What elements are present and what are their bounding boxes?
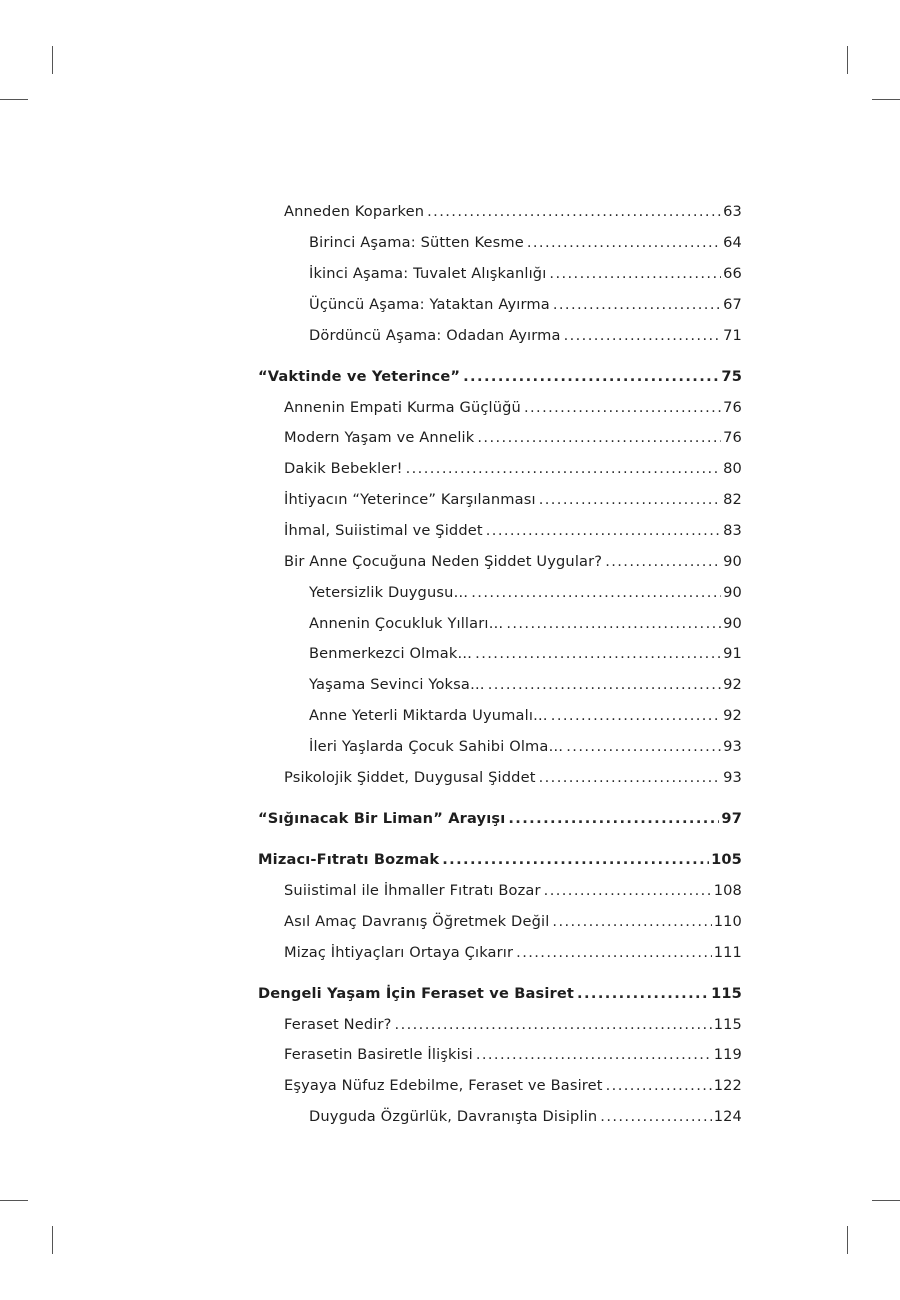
toc-entry-title: Modern Yaşam ve Annelik bbox=[284, 429, 475, 446]
toc-entry-title: Yetersizlik Duygusu… bbox=[309, 584, 469, 601]
toc-dot-leader bbox=[427, 202, 721, 222]
toc-entry-title: Dengeli Yaşam İçin Feraset ve Basiret bbox=[258, 985, 575, 1002]
toc-entry-title: Mizacı-Fıtratı Bozmak bbox=[258, 851, 440, 868]
crop-mark-bottom-left-vertical bbox=[52, 1226, 53, 1254]
toc-entry-title: Üçüncü Aşama: Yataktan Ayırma bbox=[309, 296, 550, 313]
toc-dot-leader bbox=[600, 1107, 711, 1127]
toc-dot-leader bbox=[566, 737, 721, 757]
crop-mark-bottom-right-horizontal bbox=[872, 1200, 900, 1201]
toc-entry bbox=[309, 675, 742, 695]
toc-chapter-entry bbox=[258, 850, 742, 870]
toc-entry bbox=[284, 428, 742, 448]
toc-entry bbox=[309, 706, 742, 726]
toc-entry-page-number: 110 bbox=[713, 913, 742, 930]
toc-dot-leader bbox=[475, 644, 721, 664]
toc-dot-leader bbox=[471, 583, 721, 603]
toc-entry-page-number: 75 bbox=[721, 368, 742, 385]
toc-entry-page-number: 108 bbox=[713, 882, 742, 899]
toc-entry-title: Dakik Bebekler! bbox=[284, 460, 403, 477]
toc-entry-page-number: 66 bbox=[723, 265, 742, 282]
toc-entry-title: Duyguda Özgürlük, Davranışta Disiplin bbox=[309, 1108, 598, 1125]
toc-entry-title: Annenin Çocukluk Yılları… bbox=[309, 615, 504, 632]
toc-entry-title: Anneden Koparken bbox=[284, 203, 425, 220]
toc-dot-leader bbox=[508, 809, 719, 829]
toc-entry-title: İhmal, Suiistimal ve Şiddet bbox=[284, 522, 483, 539]
toc-entry bbox=[284, 521, 742, 541]
toc-dot-leader bbox=[506, 614, 721, 634]
toc-dot-leader bbox=[442, 850, 709, 870]
toc-entry bbox=[284, 459, 742, 479]
toc-entry bbox=[284, 398, 742, 418]
toc-entry-page-number: 93 bbox=[723, 769, 742, 786]
toc-dot-leader bbox=[488, 675, 721, 695]
toc-entry-title: Birinci Aşama: Sütten Kesme bbox=[309, 234, 524, 251]
toc-entry bbox=[284, 943, 742, 963]
toc-dot-leader bbox=[539, 768, 722, 788]
toc-entry bbox=[309, 326, 742, 346]
toc-entry-page-number: 111 bbox=[713, 944, 742, 961]
toc-dot-leader bbox=[527, 233, 721, 253]
toc-entry bbox=[309, 583, 742, 603]
toc-entry-page-number: 63 bbox=[723, 203, 742, 220]
toc-entry-title: Feraset Nedir? bbox=[284, 1016, 392, 1033]
toc-dot-leader bbox=[564, 326, 722, 346]
toc-entry bbox=[309, 233, 742, 253]
toc-entry-page-number: 71 bbox=[723, 327, 742, 344]
crop-mark-top-left-vertical bbox=[52, 46, 53, 74]
toc-dot-leader bbox=[539, 490, 721, 510]
toc-entry-title: Eşyaya Nüfuz Edebilme, Feraset ve Basiret bbox=[284, 1077, 603, 1094]
toc-dot-leader bbox=[524, 398, 721, 418]
toc-dot-leader bbox=[605, 552, 721, 572]
toc-entry-page-number: 124 bbox=[713, 1108, 742, 1125]
toc-chapter-entry bbox=[258, 809, 742, 829]
toc-entry-page-number: 80 bbox=[723, 460, 742, 477]
toc-entry-title: İleri Yaşlarda Çocuk Sahibi Olma… bbox=[309, 738, 564, 755]
toc-entry bbox=[309, 644, 742, 664]
toc-entry-page-number: 119 bbox=[713, 1046, 742, 1063]
toc-entry-title: Benmerkezci Olmak… bbox=[309, 645, 473, 662]
crop-mark-top-right-vertical bbox=[847, 46, 848, 74]
toc-entry-page-number: 122 bbox=[713, 1077, 742, 1094]
toc-entry-title: Ferasetin Basiretle İlişkisi bbox=[284, 1046, 473, 1063]
crop-mark-bottom-right-vertical bbox=[847, 1226, 848, 1254]
toc-entry-page-number: 90 bbox=[723, 584, 742, 601]
toc-entry-title: İhtiyacın “Yeterince” Karşılanması bbox=[284, 491, 536, 508]
toc-entry bbox=[284, 1015, 742, 1035]
toc-entry-page-number: 91 bbox=[723, 645, 742, 662]
toc-entry-page-number: 92 bbox=[723, 707, 742, 724]
toc-entry bbox=[284, 881, 742, 901]
toc-dot-leader bbox=[606, 1076, 712, 1096]
crop-mark-top-right-horizontal bbox=[872, 99, 900, 100]
toc-entry-page-number: 90 bbox=[723, 615, 742, 632]
toc-entry-page-number: 90 bbox=[723, 553, 742, 570]
toc-entry-page-number: 97 bbox=[721, 810, 742, 827]
toc-chapter-entry bbox=[258, 367, 742, 387]
toc-entry-title: “Vaktinde ve Yeterince” bbox=[258, 368, 461, 385]
toc-entry-page-number: 93 bbox=[723, 738, 742, 755]
toc-entry bbox=[309, 264, 742, 284]
toc-entry bbox=[284, 1045, 742, 1065]
toc-dot-leader bbox=[516, 943, 712, 963]
toc-dot-leader bbox=[463, 367, 719, 387]
toc-chapter-entry bbox=[258, 984, 742, 1004]
toc-entry bbox=[309, 737, 742, 757]
toc-dot-leader bbox=[544, 881, 712, 901]
toc-entry bbox=[284, 552, 742, 572]
toc-dot-leader bbox=[549, 264, 721, 284]
toc-dot-leader bbox=[395, 1015, 712, 1035]
toc-entry-page-number: 82 bbox=[723, 491, 742, 508]
toc-entry bbox=[284, 1076, 742, 1096]
toc-entry bbox=[309, 1107, 742, 1127]
toc-dot-leader bbox=[476, 1045, 712, 1065]
toc-entry-title: Annenin Empati Kurma Güçlüğü bbox=[284, 399, 521, 416]
toc-entry-title: Dördüncü Aşama: Odadan Ayırma bbox=[309, 327, 561, 344]
toc-dot-leader bbox=[552, 912, 711, 932]
toc-entry-page-number: 76 bbox=[723, 399, 742, 416]
toc-entry-title: Mizaç İhtiyaçları Ortaya Çıkarır bbox=[284, 944, 514, 961]
crop-mark-bottom-left-horizontal bbox=[0, 1200, 28, 1201]
toc-entry-page-number: 92 bbox=[723, 676, 742, 693]
toc-entry bbox=[284, 768, 742, 788]
toc-dot-leader bbox=[406, 459, 722, 479]
toc-entry-title: Asıl Amaç Davranış Öğretmek Değil bbox=[284, 913, 550, 930]
crop-mark-top-left-horizontal bbox=[0, 99, 28, 100]
toc-entry-page-number: 83 bbox=[723, 522, 742, 539]
toc-entry-page-number: 105 bbox=[711, 851, 742, 868]
toc-dot-leader bbox=[477, 428, 721, 448]
toc-entry-title: Yaşama Sevinci Yoksa… bbox=[309, 676, 485, 693]
toc-entry bbox=[284, 490, 742, 510]
toc-entry-title: Psikolojik Şiddet, Duygusal Şiddet bbox=[284, 769, 536, 786]
toc-entry bbox=[284, 202, 742, 222]
toc-entry-title: Bir Anne Çocuğuna Neden Şiddet Uygular? bbox=[284, 553, 603, 570]
toc-entry bbox=[309, 295, 742, 315]
toc-dot-leader bbox=[577, 984, 709, 1004]
toc-entry-title: İkinci Aşama: Tuvalet Alışkanlığı bbox=[309, 265, 547, 282]
toc-dot-leader bbox=[551, 706, 721, 726]
toc-entry-page-number: 67 bbox=[723, 296, 742, 313]
toc-entry-page-number: 115 bbox=[713, 1016, 742, 1033]
toc-entry-page-number: 115 bbox=[711, 985, 742, 1002]
toc-dot-leader bbox=[486, 521, 721, 541]
toc-entry-title: Suiistimal ile İhmaller Fıtratı Bozar bbox=[284, 882, 541, 899]
toc-entry bbox=[309, 614, 742, 634]
toc-entry bbox=[284, 912, 742, 932]
toc-dot-leader bbox=[553, 295, 721, 315]
toc-entry-page-number: 64 bbox=[723, 234, 742, 251]
toc-entry-title: “Sığınacak Bir Liman” Arayışı bbox=[258, 810, 506, 827]
toc-entry-page-number: 76 bbox=[723, 429, 742, 446]
toc-entry-title: Anne Yeterli Miktarda Uyumalı… bbox=[309, 707, 548, 724]
